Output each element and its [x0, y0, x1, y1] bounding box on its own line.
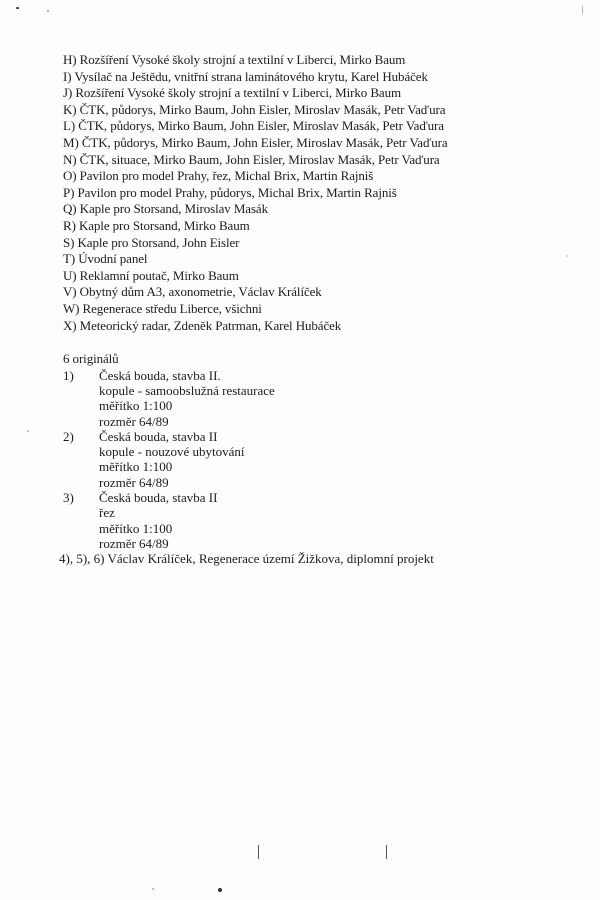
scan-mark: [258, 845, 259, 859]
list-item: U) Reklamní poutač, Mirko Baum: [63, 267, 239, 283]
original-detail: řez: [99, 505, 115, 521]
original-entry: [63, 368, 583, 429]
list-item: I) Vysílač na Ještědu, vnitřní strana laminátového krytu, Karel Hubáček: [63, 68, 428, 84]
original-number: 3): [63, 490, 74, 506]
original-detail: měřítko 1:100: [99, 398, 173, 414]
list-item: H) Rozšíření Vysoké školy strojní a textilní v Liberci, Mirko Baum: [63, 52, 406, 67]
list-item: S) Kaple pro Storsand, John Eisler: [63, 234, 240, 250]
original-detail: rozměr 64/89: [99, 413, 169, 429]
list-item: O) Pavilon pro model Prahy, řez, Michal Brix, Martin Rajniš: [63, 168, 374, 184]
list-item: Q) Kaple pro Storsand, Miroslav Masák: [63, 201, 268, 217]
original-title: Česká bouda, stavba II: [99, 428, 218, 444]
list-item: V) Obytný dům A3, axonometrie, Václav Králíček: [63, 284, 322, 300]
scan-speck: [218, 888, 222, 892]
original-entry: [63, 429, 583, 490]
original-details: [99, 429, 245, 490]
final-entry: 4), 5), 6) Václav Králíček, Regenerace území Žižkova, diplomní projekt: [59, 551, 434, 567]
scan-mark: [386, 845, 387, 859]
list-item: K) ČTK, půdorys, Mirko Baum, John Eisler, Miroslav Masák, Petr Vaďura: [63, 101, 446, 117]
scan-mark: [582, 6, 583, 14]
scan-speck: [152, 888, 154, 890]
list-item: L) ČTK, půdorys, Mirko Baum, John Eisler, Miroslav Masák, Petr Vaďura: [63, 118, 444, 134]
original-details: [99, 490, 217, 551]
original-detail: měřítko 1:100: [99, 459, 173, 475]
item-list: [59, 52, 583, 567]
original-detail: měřítko 1:100: [99, 520, 173, 536]
list-item: N) ČTK, situace, Mirko Baum, John Eisler, Miroslav Masák, Petr Vaďura: [63, 151, 440, 167]
list-item: X) Meteorický radar, Zdeněk Patrman, Karel Hubáček: [63, 317, 342, 333]
original-number: 1): [63, 367, 74, 383]
original-title: Česká bouda, stavba II: [99, 490, 218, 506]
list-item: T) Úvodní panel: [63, 251, 148, 267]
original-detail: rozměr 64/89: [99, 535, 169, 551]
original-details: [99, 368, 275, 429]
scan-speck: [566, 255, 568, 257]
list-item: M) ČTK, půdorys, Mirko Baum, John Eisler, Miroslav Masák, Petr Vaďura: [63, 134, 448, 150]
spacer: [63, 334, 583, 351]
original-entry: [63, 490, 583, 551]
original-number: 2): [63, 428, 74, 444]
original-detail: rozměr 64/89: [99, 474, 169, 490]
list-item: J) Rozšíření Vysoké školy strojní a textilní v Liberci, Mirko Baum: [63, 85, 401, 101]
original-detail: kopule - samoobslužná restaurace: [99, 382, 275, 398]
scan-speck: [16, 7, 19, 9]
original-detail: kopule - nouzové ubytování: [99, 444, 245, 460]
originals-heading: 6 originálů: [63, 351, 119, 367]
scan-speck: [47, 10, 49, 12]
scan-speck: [27, 430, 29, 432]
original-title: Česká bouda, stavba II.: [99, 367, 221, 383]
list-item: R) Kaple pro Storsand, Mirko Baum: [63, 217, 250, 233]
list-item: P) Pavilon pro model Prahy, půdorys, Michal Brix, Martin Rajniš: [63, 184, 397, 200]
list-item: W) Regenerace středu Liberce, všichni: [63, 300, 262, 316]
